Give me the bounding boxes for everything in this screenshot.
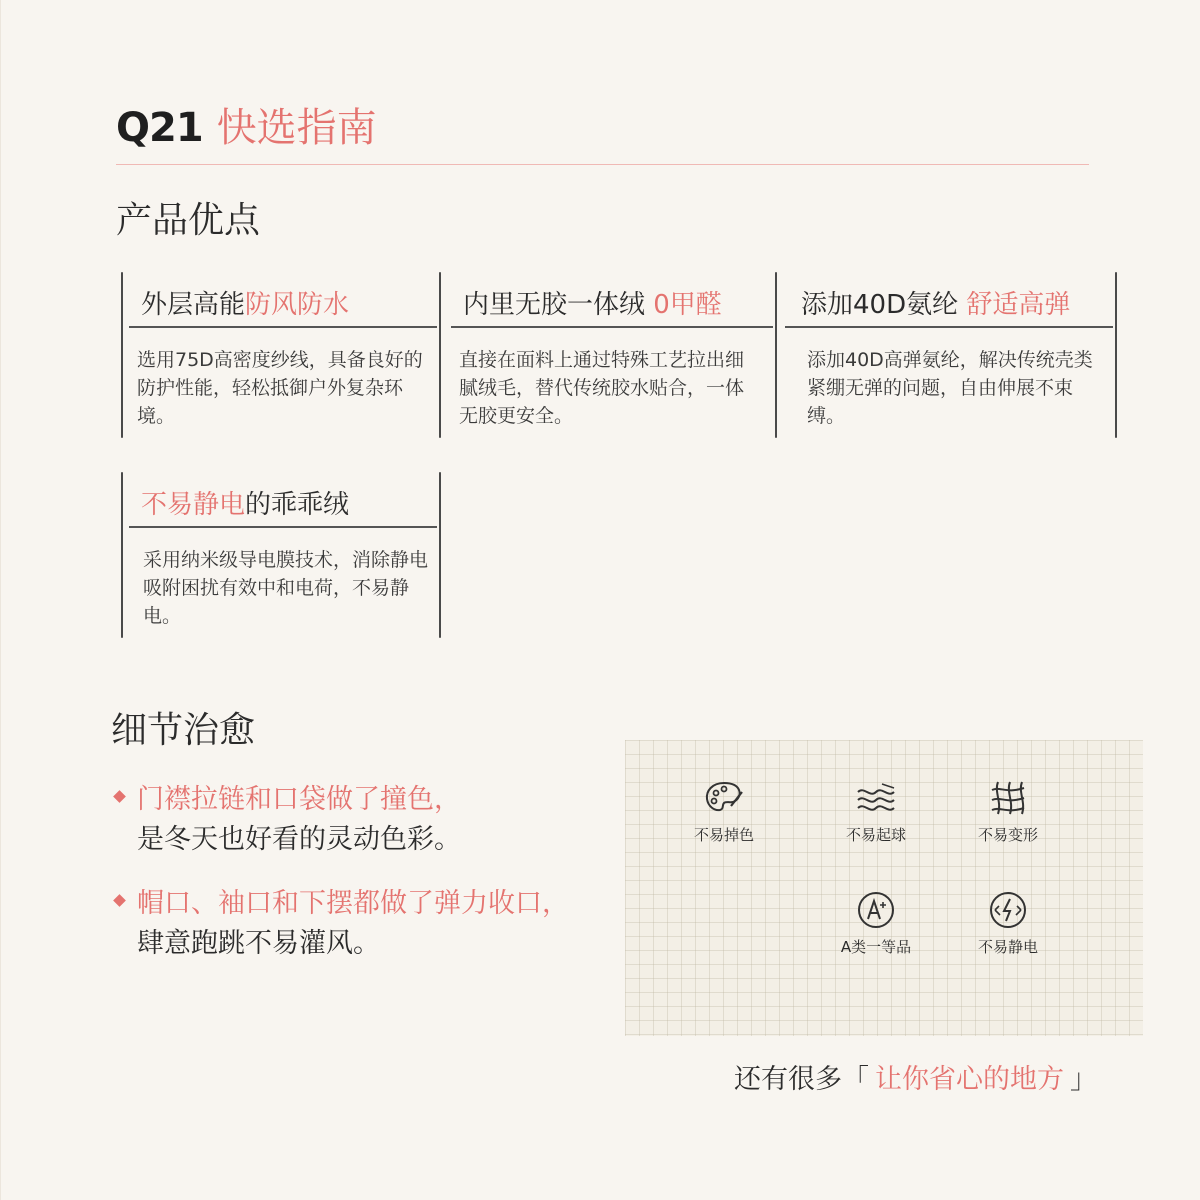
- mesh-icon: [984, 778, 1032, 818]
- list-item-text: 肆意跑跳不易灌风。: [137, 928, 380, 959]
- card-heading: [463, 284, 722, 321]
- section-title-advantages: 产品优点: [116, 200, 261, 241]
- feature-antipilling: [821, 778, 931, 845]
- footer-bracket-close: 」: [1070, 1064, 1097, 1095]
- card-divider: [785, 326, 1113, 328]
- card-heading-suffix: 的乖乖绒: [245, 490, 350, 520]
- bullet-diamond-icon: [113, 894, 126, 907]
- feature-card-windproof: [121, 272, 441, 438]
- card-heading-highlight: 0甲醛: [653, 290, 722, 320]
- card-divider: [129, 326, 437, 328]
- card-heading: [801, 284, 1070, 321]
- footer-bracket-open: 「: [842, 1064, 869, 1095]
- header: [116, 96, 377, 153]
- card-heading-highlight: 不易静电: [141, 490, 246, 520]
- feature-antideform: [953, 778, 1063, 845]
- feature-card-elastic: [777, 272, 1117, 438]
- feature-label: 不易起球: [845, 826, 906, 844]
- card-body: 直接在面料上通过特殊工艺拉出细腻绒毛，替代传统胶水贴合，一体无胶更安全。: [459, 349, 745, 427]
- card-heading-text: 外层高能: [141, 290, 246, 320]
- feature-label: 不易静电: [977, 938, 1038, 956]
- page-title: 快选指南: [216, 105, 377, 151]
- card-bracket-left: [121, 472, 123, 638]
- feature-label: A类一等品: [840, 938, 912, 956]
- feature-label: 不易变形: [977, 826, 1038, 844]
- bullet-diamond-icon: [113, 790, 126, 803]
- card-body: 选用75D高密度纱线，具备良好的防护性能，轻松抵御户外复杂环境。: [137, 349, 423, 427]
- palette-icon: [700, 778, 748, 818]
- card-divider: [129, 526, 437, 528]
- section-title-details: 细节治愈: [111, 710, 256, 751]
- card-heading: [141, 484, 349, 521]
- footer-prefix: 还有很多: [734, 1064, 842, 1095]
- card-heading-highlight: 防风防水: [245, 290, 350, 320]
- list-item-highlight: 帽口、袖口和下摆都做了弹力收口，: [137, 888, 569, 919]
- card-bracket-right: [1115, 272, 1117, 438]
- card-heading-text: 内里无胶一体绒: [463, 290, 654, 320]
- card-bracket-right: [439, 472, 441, 638]
- feature-label: 不易掉色: [693, 826, 754, 844]
- footer-note: [734, 1057, 1097, 1096]
- feature-card-lining: [443, 272, 777, 438]
- feature-a-grade: [821, 890, 931, 957]
- card-heading: [141, 284, 349, 321]
- card-body: 采用纳米级导电膜技术，消除静电吸附困扰有效中和电荷，不易静电。: [143, 549, 429, 627]
- brand-logo: Q21: [116, 105, 203, 151]
- card-body: 添加40D高弹氨纶，解决传统壳类紧绷无弹的问题，自由伸展不束缚。: [807, 349, 1093, 427]
- feature-antistatic: [953, 890, 1063, 957]
- footer-highlight: 让你省心的地方: [875, 1064, 1064, 1095]
- list-item-highlight: 门襟拉链和口袋做了撞色，: [137, 784, 461, 815]
- a-plus-icon: [852, 890, 900, 930]
- feature-card-antistatic: [121, 472, 441, 638]
- lightning-circle-icon: [984, 890, 1032, 930]
- list-item: [111, 884, 601, 964]
- card-heading-highlight: 舒适高弹: [966, 290, 1071, 320]
- detail-list: [111, 780, 601, 988]
- card-divider: [451, 326, 773, 328]
- list-item-text: 是冬天也好看的灵动色彩。: [137, 824, 461, 855]
- card-heading-text: 添加40D氨纶: [801, 290, 967, 320]
- feature-colorfast: [669, 778, 779, 845]
- header-divider: [116, 164, 1089, 165]
- list-item: [111, 780, 601, 860]
- waves-icon: [852, 778, 900, 818]
- card-bracket-left: [121, 272, 123, 438]
- card-bracket-right: [439, 272, 441, 438]
